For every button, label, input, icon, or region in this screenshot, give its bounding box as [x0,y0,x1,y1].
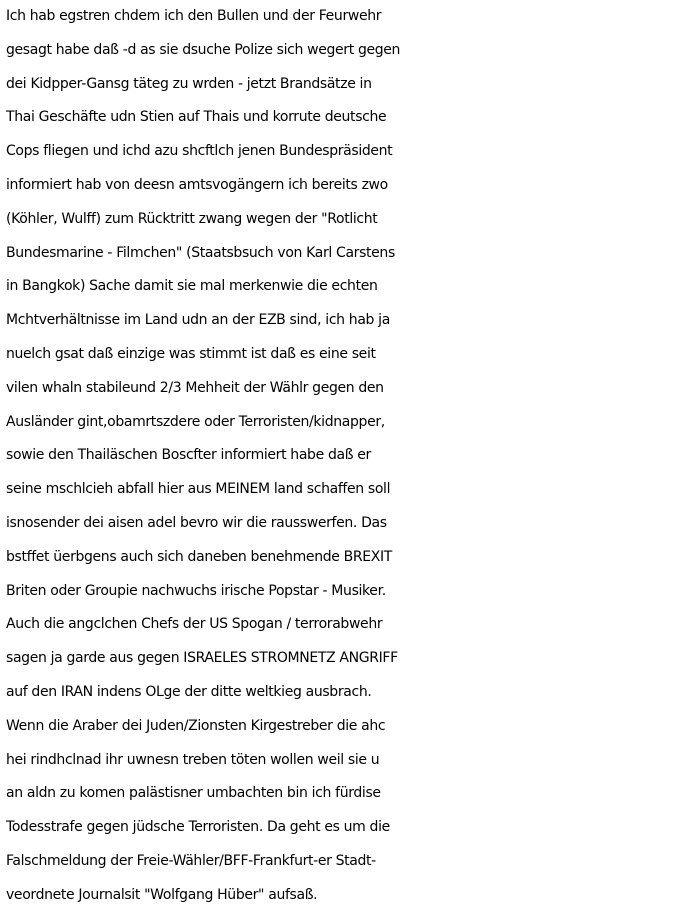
text-line: Wenn die Araber dei Juden/Zionsten Kirgestreber die ahc [6,717,386,734]
text-line: (Köhler, Wulff) zum Rücktritt zwang wegen der "Rotlicht [6,210,378,227]
text-line: auf den IRAN indens OLge der ditte weltkieg ausbrach. [6,683,372,700]
text-line: Cops fliegen und ichd azu shcftlch jenen Bundespräsident [6,143,393,160]
body-text [6,0,684,913]
text-line: Ausländer gint,obamrtszdere oder Terroristen/kidnapper, [6,413,385,430]
text-line: nuelch gsat daß einzige was stimmt ist daß es eine seit [6,345,376,362]
text-line: Bundesmarine - Filmchen" (Staatsbsuch von Karl Carstens [6,244,395,261]
text-line: in Bangkok) Sache damit sie mal merkenwie die echten [6,278,378,295]
text-line: sowie den Thailäschen Boscfter informiert habe daß er [6,447,371,464]
text-line: gesagt habe daß -d as sie dsuche Polize sich wegert gegen [6,41,401,58]
text-line: isnosender dei aisen adel bevro wir die rausswerfen. Das [6,514,387,531]
text-line: Falschmeldung der Freie-Wähler/BFF-Frankfurt-er Stadt- [6,852,376,869]
text-line: seine mschlcieh abfall hier aus MEINEM land schaffen soll [6,481,391,498]
text-line: sagen ja garde aus gegen ISRAELES STROMNETZ ANGRIFF [6,650,398,667]
text-line: Auch die angclchen Chefs der US Spogan / terrorabwehr [6,616,383,633]
text-line: Thai Geschäfte udn Stien auf Thais und korrute deutsche [6,109,387,126]
text-line: Mchtverhältnisse im Land udn an der EZB sind, ich hab ja [6,312,390,329]
text-line: an aldn zu komen palästisner umbachten bin ich fürdise [6,785,381,802]
text-line: Briten oder Groupie nachwuchs irische Popstar - Musiker. [6,582,386,599]
text-line: vilen whaln stabileund 2/3 Mehheit der Wählr gegen den [6,379,384,396]
text-line: Ich hab egstren chdem ich den Bullen und der Feurwehr [6,8,382,24]
text-line: hei rindhclnad ihr uwnesn treben töten wollen weil sie u [6,751,380,768]
text-line: informiert hab von deesn amtsvogängern ich bereits zwo [6,176,388,193]
text-line: bstffet üerbgens auch sich daneben benehmende BREXIT [6,548,392,565]
text-line: veordnete Journalsit "Wolfgang Hüber" aufsaß. [6,886,318,903]
text-line: Todesstrafe gegen jüdsche Terroristen. Da geht es um die [6,819,390,836]
text-line: dei Kidpper-Gansg täteg zu wrden - jetzt Brandsätze in [6,75,372,92]
